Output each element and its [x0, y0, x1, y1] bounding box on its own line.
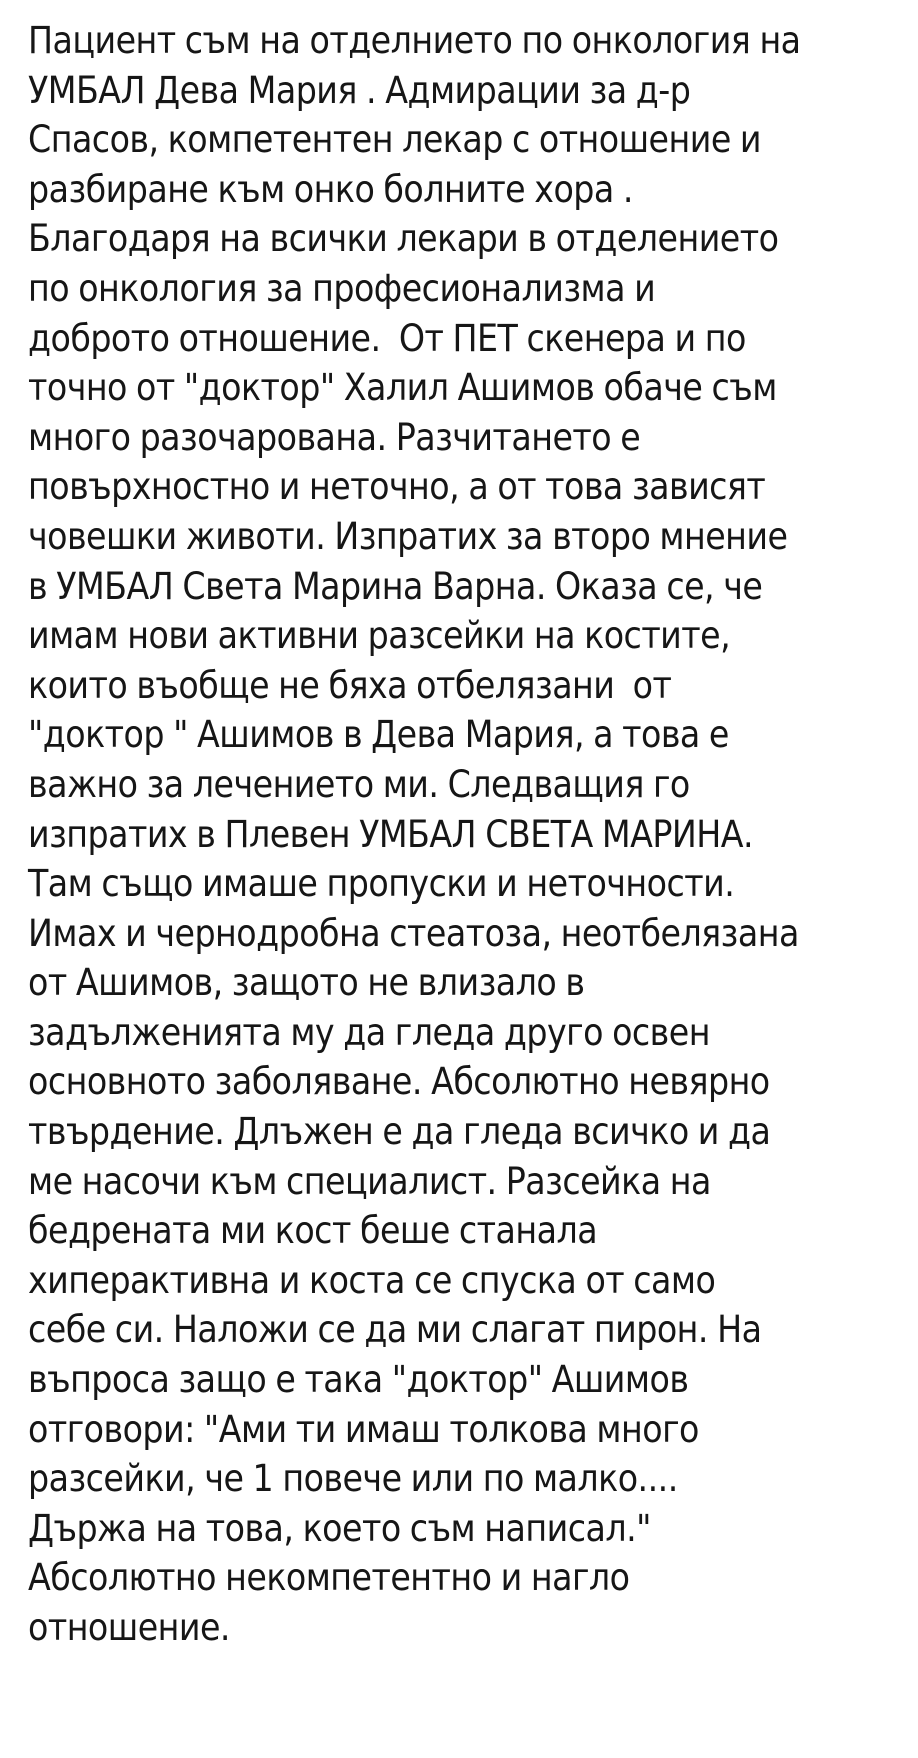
review-line: много разочарована. Разчитането е — [28, 415, 641, 459]
review-line: задълженията му да гледа друго освен — [28, 1010, 710, 1054]
review-line: Благодаря на всички лекари в отделението — [28, 217, 779, 261]
review-line: повърхностно и неточно, а от това зависят — [28, 465, 766, 509]
review-line: хиперактивна и коста се спуска от само — [28, 1258, 716, 1302]
review-line: твърдение. Длъжен е да гледа всичко и да — [28, 1110, 771, 1154]
review-line: "доктор " Ашимов в Дева Мария, а това е — [28, 713, 729, 757]
review-line: точно от "доктор" Халил Ашимов обаче съм — [28, 366, 777, 410]
review-line: въпроса защо е така "доктор" Ашимов — [28, 1358, 689, 1402]
review-line: изпратих в Плевен УМБАЛ СВЕТА МАРИНА. — [28, 812, 754, 856]
review-line: УМБАЛ Дева Мария . Адмирации за д-р — [28, 68, 691, 112]
review-line: ме насочи към специалист. Разсейка на — [28, 1159, 711, 1203]
review-line: от Ашимов, защото не влизало в — [28, 961, 585, 1005]
review-line: Там също имаше пропуски и неточности. — [28, 862, 735, 906]
review-line: Спасов, компетентен лекар с отношение и — [28, 118, 762, 162]
review-line: доброто отношение. От ПЕТ скенера и по — [28, 316, 746, 360]
review-line: Пациент съм на отделнието по онкология на — [28, 19, 801, 62]
review-text — [28, 16, 918, 1653]
review-line: по онкология за професионализма и — [28, 266, 656, 310]
review-line: имам нови активни разсейки на костите, — [28, 614, 731, 658]
review-line: Имах и чернодробна стеатоза, неотбелязана — [28, 911, 799, 955]
review-line: човешки животи. Изпратих за второ мнение — [28, 514, 788, 558]
review-line: които въобще не бяха отбелязани от — [28, 663, 672, 707]
review-line: Абсолютно некомпетентно и нагло — [28, 1556, 630, 1600]
review-line: разбиране към онко болните хора . — [28, 167, 633, 211]
review-line: разсейки, че 1 повече или по малко.... — [28, 1457, 678, 1501]
review-line: отговори: "Ами ти имаш толкова много — [28, 1407, 699, 1451]
review-line: Държа на това, което съм написал." — [28, 1506, 651, 1550]
review-line: основното заболяване. Абсолютно невярно — [28, 1060, 770, 1104]
review-line: в УМБАЛ Света Марина Варна. Оказа се, че — [28, 564, 763, 608]
review-line: важно за лечението ми. Следващия го — [28, 762, 690, 806]
review-line: отношение. — [28, 1606, 230, 1649]
review-line: бедрената ми кост беше станала — [28, 1209, 598, 1253]
review-line: себе си. Наложи се да ми слагат пирон. На — [28, 1308, 762, 1352]
